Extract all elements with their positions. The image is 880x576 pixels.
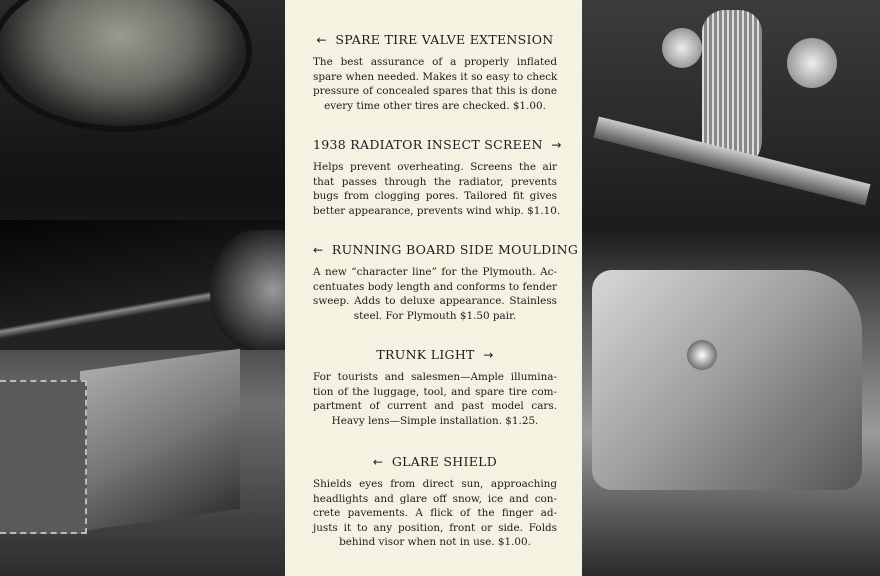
accessory-photos-right <box>582 0 880 576</box>
description-line: behind visor when not in use. $1.00. <box>339 536 531 549</box>
arrow-right-icon: → <box>483 348 494 362</box>
trunk-light-photo <box>687 340 717 370</box>
description-line: sweep. Adds to deluxe appearance. Stainless <box>313 295 557 308</box>
description-line: steel. For Plymouth $1.50 pair. <box>353 309 517 322</box>
accessory-descriptions-panel <box>285 0 582 576</box>
item-title: GLARE SHIELD <box>391 454 498 469</box>
description-line: Shields eyes from direct sun, approaching <box>313 478 557 490</box>
description-line: bugs from clogging pores. Tailored fit gives <box>313 190 557 203</box>
item-heading <box>313 32 557 47</box>
description-line: better appearance, prevents wind whip. $1.10. <box>313 204 561 217</box>
item-trunk-light <box>313 347 557 428</box>
item-glare-shield <box>313 454 557 550</box>
headlight-left-photo <box>662 28 702 68</box>
description-line: centuates body length and conforms to fender <box>313 280 557 293</box>
item-heading <box>313 347 557 362</box>
item-title: 1938 RADIATOR INSECT SCREEN <box>313 137 543 152</box>
item-spare-tire-valve-extension <box>313 32 557 113</box>
item-radiator-insect-screen <box>313 137 562 218</box>
arrow-right-icon: → <box>551 138 562 152</box>
description-line: every time other tires are checked. $1.00. <box>324 99 546 112</box>
trunk-lid-photo <box>592 270 862 490</box>
description-line: justs it to any position, front or side. Folds <box>313 521 557 534</box>
item-heading <box>313 137 562 152</box>
item-title: SPARE TIRE VALVE EXTENSION <box>335 32 554 47</box>
arrow-left-icon: ← <box>313 243 324 257</box>
spare-tire-photo <box>0 0 252 132</box>
description-line: partment of current and past model cars. <box>313 400 557 413</box>
arrow-left-icon: ← <box>372 455 384 469</box>
description-line: Helps prevent overheating. Screens the air <box>313 161 557 173</box>
item-title: RUNNING BOARD SIDE MOULDING <box>331 242 579 257</box>
item-heading <box>313 242 579 257</box>
description-line: The best assurance of a properly inflated <box>313 56 557 68</box>
glare-shield-photo <box>80 349 240 531</box>
item-running-board-side-moulding <box>313 242 579 323</box>
item-title: TRUNK LIGHT <box>376 347 475 362</box>
description-line: A new “character line” for the Plymouth. Ac- <box>313 266 557 278</box>
description-line: pressure of concealed spares that this is done <box>313 85 557 98</box>
description-line: spare when needed. Makes it so easy to check <box>313 70 558 83</box>
description-line: headlights and glare off snow, ice and con- <box>313 492 557 505</box>
accessory-photos-left <box>0 0 286 576</box>
arrow-left-icon: ← <box>316 33 327 47</box>
description-line: that passes through the radiator, prevents <box>313 175 557 188</box>
description-line: tion of the luggage, tool, and spare tire com- <box>313 385 557 398</box>
description-line: crete pavements. A flick of the finger ad- <box>313 507 557 520</box>
headlight-right-photo <box>787 38 837 88</box>
visor-photo <box>0 380 87 534</box>
description-line: For tourists and salesmen—Ample illumina- <box>313 371 557 383</box>
item-heading <box>313 454 557 469</box>
description-line: Heavy lens—Simple installation. $1.25. <box>331 414 539 427</box>
